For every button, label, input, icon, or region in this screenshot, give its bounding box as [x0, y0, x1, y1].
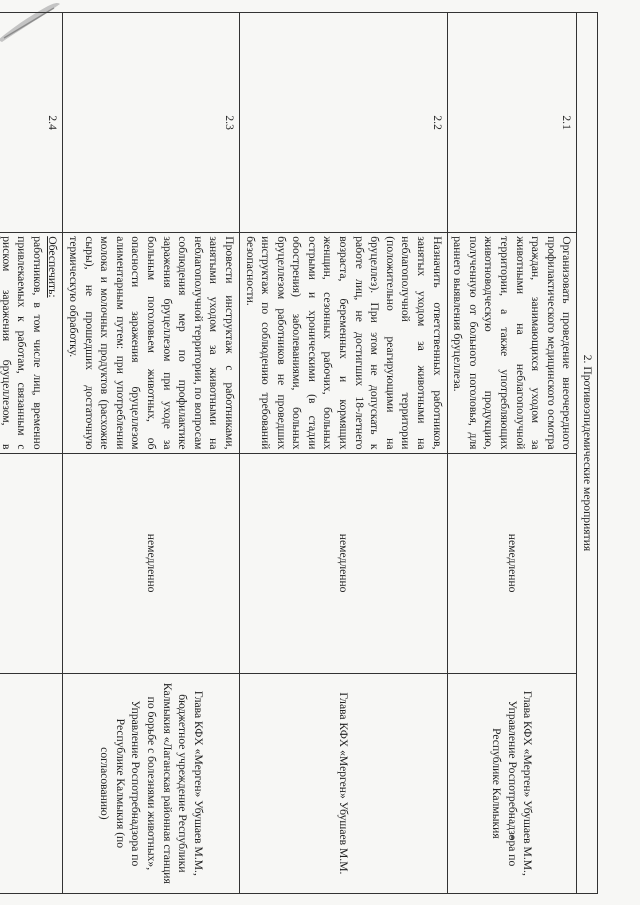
- responsible-cell: Глава КФХ «Мерген» Убушаев М.М., Управление Роспотребнадзора по Республике Калмыкия: [447, 673, 577, 893]
- measure-text: Организовать проведение внеочередного профилактического медицинского осмотра граждан, занимающихся уходом за животными на неблагополучной территории, а также употребляющих животноводческую продукцию, полученную от больного поголовья, для раннего выявления бруцеллеза.: [447, 233, 577, 453]
- row-number: 2.3: [63, 13, 240, 233]
- measure-text: работников, в том числе лиц, временно привлекаемых к работам, связанным с риском заражения бруцеллезом, в: [0, 236, 44, 450]
- table-row: [0, 13, 63, 894]
- measure-text-block: [0, 233, 63, 453]
- responsible-cell: Глава КФХ «Мерген» Убушаев М.М.: [239, 673, 447, 893]
- measures-table: [0, 12, 598, 894]
- section-header-row: [577, 13, 598, 894]
- table-row: [63, 13, 240, 894]
- table-row: [239, 13, 447, 894]
- table-row: [447, 13, 577, 894]
- measure-text: Провести инструктаж с работниками, занятыми уходом за животными на неблагополучной территории, по вопросам соблюдения мер по профилактике заражения бруцеллезом при уходе за больным поголовьем животных, об опасности заражения бруцеллезом алиментарным путем: при употреблении молока и молочных продуктов (расхожие сыры), не прошедших достаточную термическую обработку.: [63, 233, 240, 453]
- responsible-cell: Глава КФХ «Мерген» Убушаев М.М., бюджетное учреждение Республики Калмыкия «Лаганская районная станция по борьбе с болезнями животных», Управление Роспотребнадзора по Республике Калмыкия (по согласованию): [63, 673, 240, 893]
- deadline-cell: [0, 453, 63, 673]
- deadline-cell: немедленно: [239, 453, 447, 673]
- measure-text: Назначить ответственных работников, занятых уходом за животными на неблагополучной территории (положительно реагирующими на бруцеллез). При этом не допускать к работе лиц, не достигших 18-летнего возраста, беременных и кормящих женщин, сезонных рабочих, больных острыми и хроническими (в стадии обострения) заболеваниями, больных бруцеллезом работников не проведших инструктаж по соблюдению требований безопасности.: [239, 233, 447, 453]
- row-number: 2.1: [447, 13, 577, 233]
- row-number: 2.4: [0, 13, 63, 233]
- deadline-cell: немедленно: [63, 453, 240, 673]
- responsible-cell: [0, 673, 63, 893]
- section-title: 2. Противоэпидемические мероприятия: [577, 13, 598, 894]
- deadline-cell: немедленно: [447, 453, 577, 673]
- measure-subheading: Обеспечить:: [46, 236, 60, 298]
- row-number: 2.2: [239, 13, 447, 233]
